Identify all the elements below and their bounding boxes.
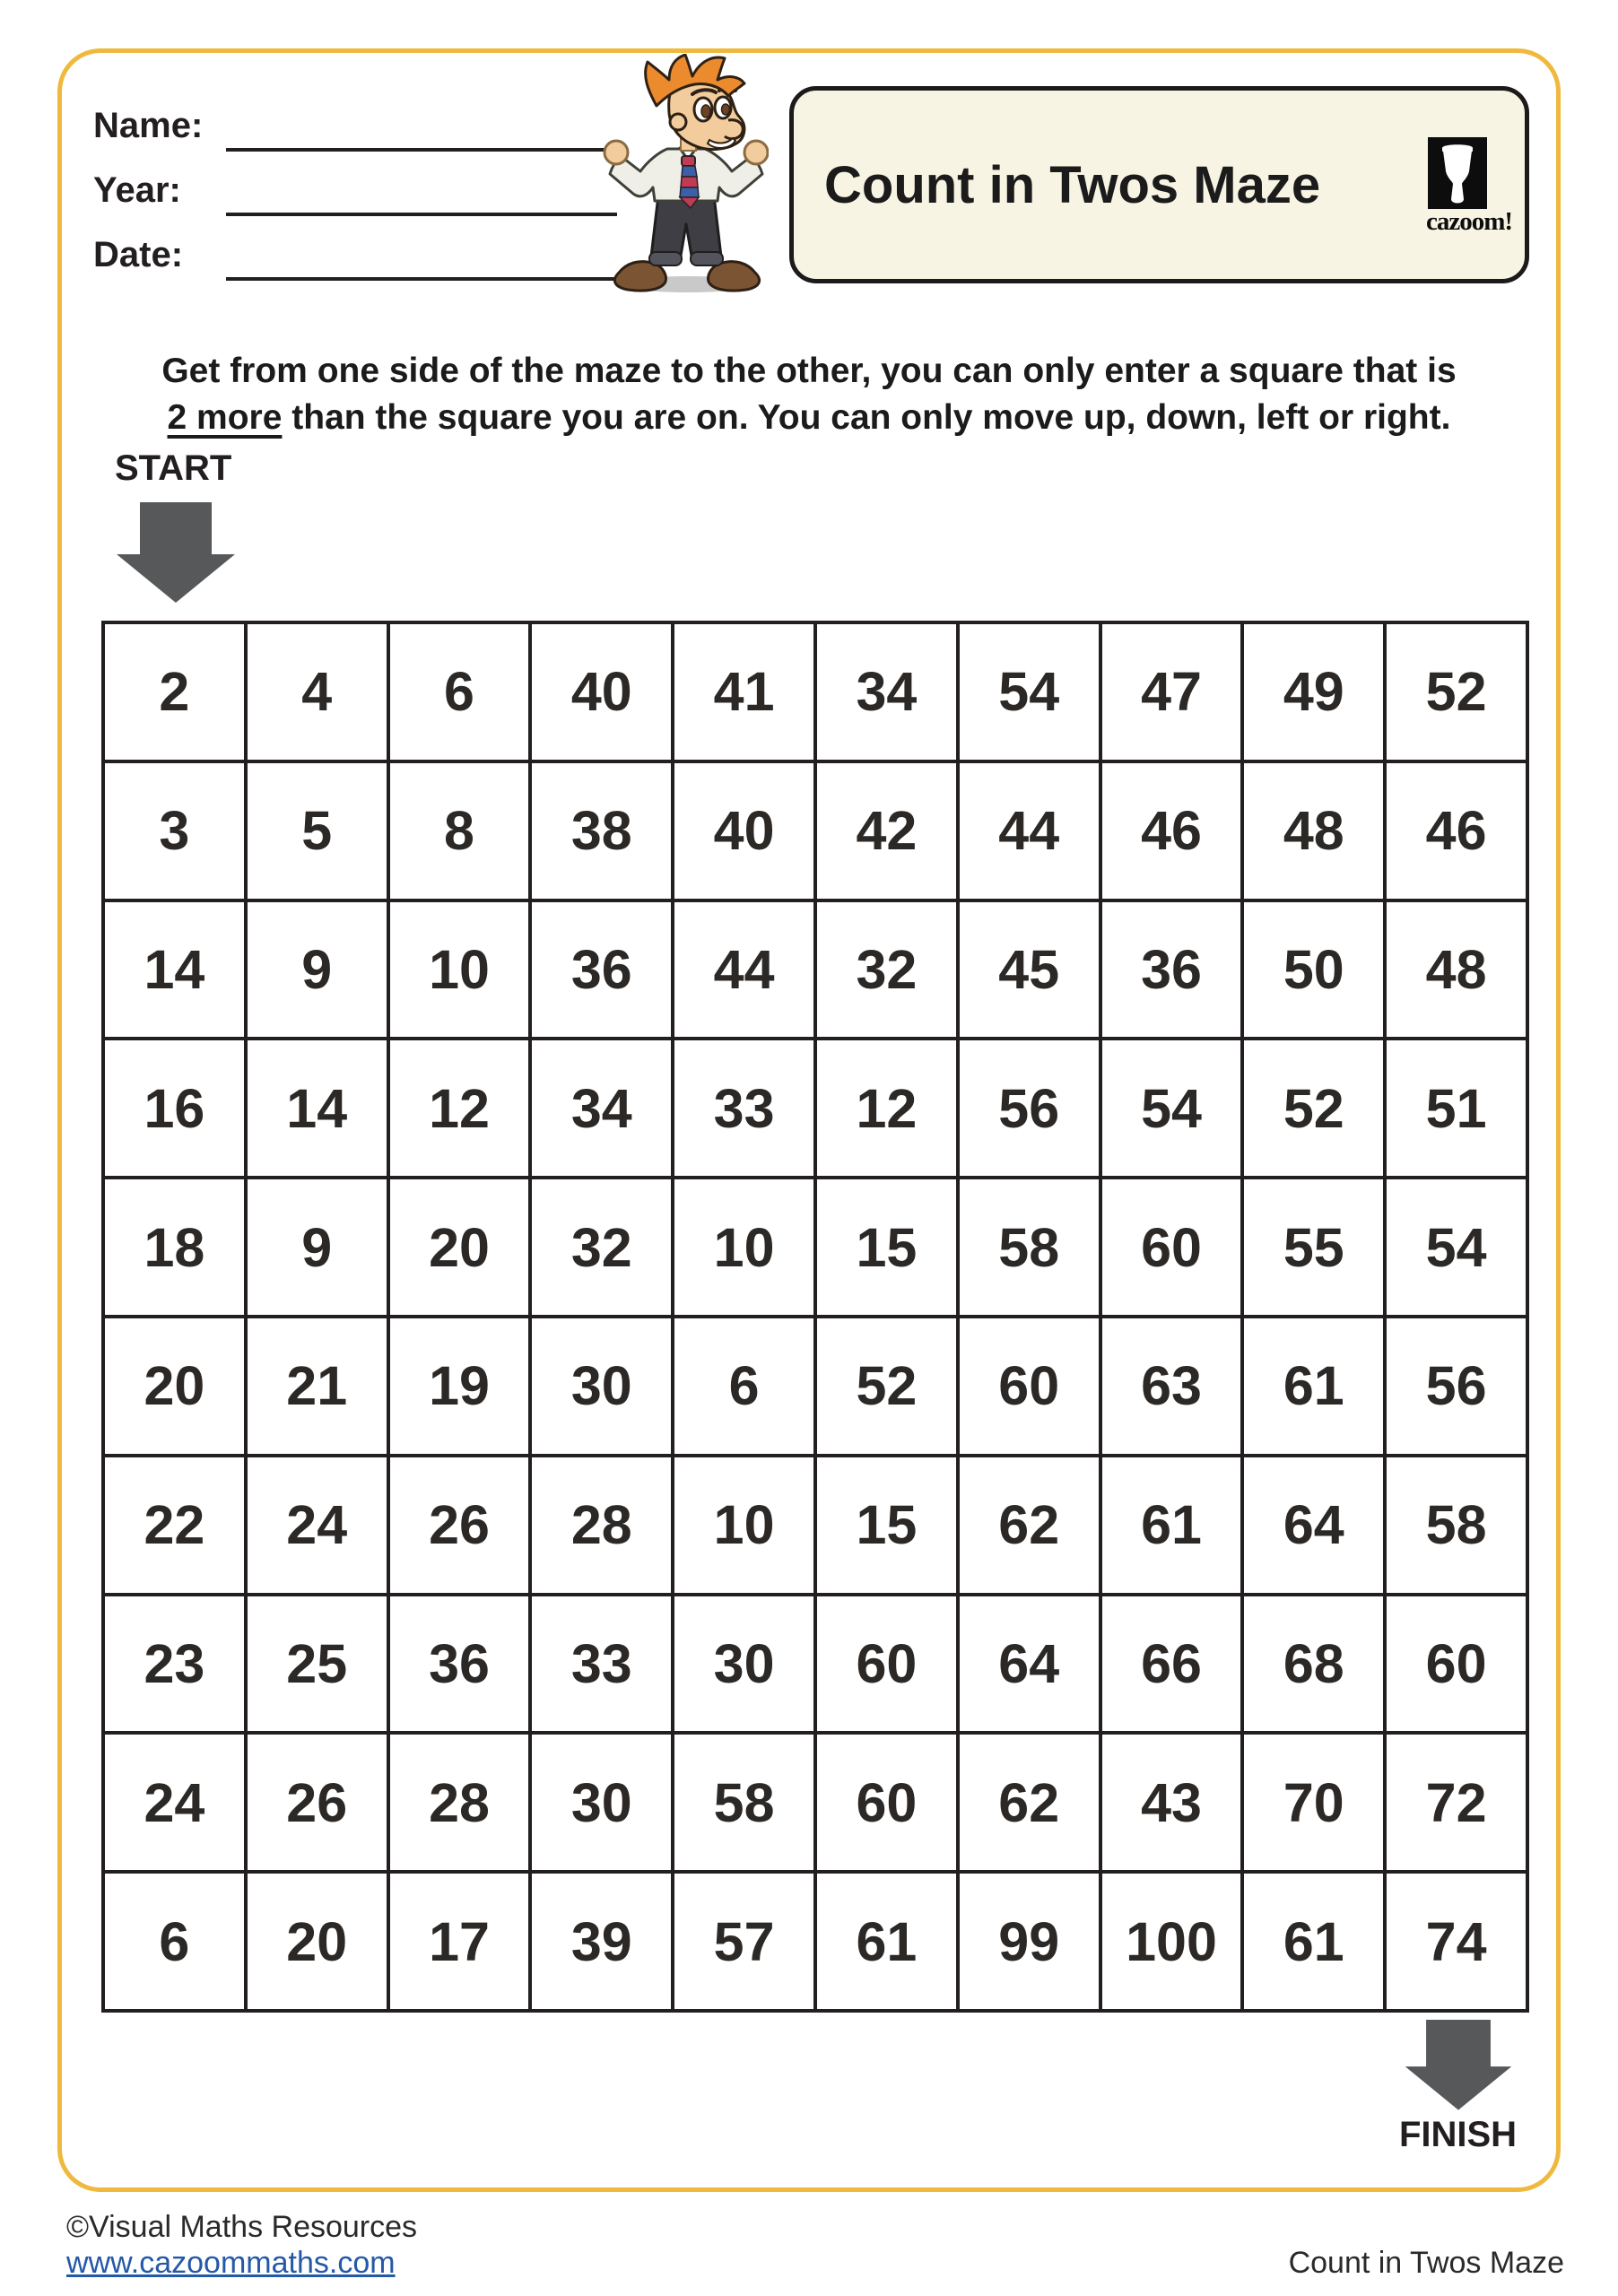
maze-cell-r9c8: 43 [1100,1733,1243,1872]
maze-cell-r8c7: 64 [958,1595,1100,1734]
maze-cell-r2c4: 38 [530,761,673,900]
maze-cell-r5c6: 15 [815,1178,958,1317]
maze-cell-r3c7: 45 [958,900,1100,1039]
maze-cell-r2c6: 42 [815,761,958,900]
maze-cell-r8c6: 60 [815,1595,958,1734]
maze-cell-r2c7: 44 [958,761,1100,900]
maze-cell-r6c6: 52 [815,1317,958,1456]
start-label: START [115,448,232,488]
year-line[interactable] [226,213,617,216]
finish-label: FINISH [1398,2115,1518,2154]
maze-cell-r8c1: 23 [103,1595,246,1734]
maze-cell-r8c5: 30 [673,1595,815,1734]
instructions-emphasis: 2 more [167,398,283,437]
maze-cell-r9c10: 72 [1385,1733,1527,1872]
maze-cell-r3c3: 10 [388,900,531,1039]
maze-cell-r2c1: 3 [103,761,246,900]
maze-cell-r6c10: 56 [1385,1317,1527,1456]
maze-cell-r10c3: 17 [388,1872,531,2011]
maze-cell-r1c7: 54 [958,622,1100,761]
maze-cell-r5c1: 18 [103,1178,246,1317]
maze-cell-r9c6: 60 [815,1733,958,1872]
maze-cell-r5c4: 32 [530,1178,673,1317]
maze-cell-r4c3: 12 [388,1039,531,1178]
maze-cell-r10c7: 99 [958,1872,1100,2011]
maze-cell-r3c5: 44 [673,900,815,1039]
maze-cell-r8c10: 60 [1385,1595,1527,1734]
maze-cell-r2c10: 46 [1385,761,1527,900]
maze-cell-r7c3: 26 [388,1456,531,1595]
maze-cell-r10c2: 20 [246,1872,388,2011]
maze-cell-r8c2: 25 [246,1595,388,1734]
maze-cell-r6c4: 30 [530,1317,673,1456]
maze-cell-r7c10: 58 [1385,1456,1527,1595]
maze-cell-r3c4: 36 [530,900,673,1039]
instructions-line1: Get from one side of the maze to the other, you can only enter a square that is [161,352,1457,390]
cazoom-logo-text: cazoom! [1426,207,1513,236]
maze-cell-r7c9: 64 [1242,1456,1385,1595]
maze-cell-r4c9: 52 [1242,1039,1385,1178]
date-line[interactable] [226,277,617,281]
footer-worksheet-title: Count in Twos Maze [1288,2246,1564,2280]
maze-cell-r1c4: 40 [530,622,673,761]
maze-cell-r8c9: 68 [1242,1595,1385,1734]
maze-grid [101,621,1529,2013]
maze-cell-r6c5: 6 [673,1317,815,1456]
maze-cell-r8c4: 33 [530,1595,673,1734]
maze-cell-r2c3: 8 [388,761,531,900]
maze-cell-r4c1: 16 [103,1039,246,1178]
maze-cell-r3c9: 50 [1242,900,1385,1039]
maze-cell-r6c7: 60 [958,1317,1100,1456]
name-label: Name: [93,106,204,145]
maze-cell-r2c5: 40 [673,761,815,900]
maze-cell-r6c9: 61 [1242,1317,1385,1456]
maze-cell-r1c8: 47 [1100,622,1243,761]
maze-cell-r7c8: 61 [1100,1456,1243,1595]
maze-cell-r1c2: 4 [246,622,388,761]
footer-website-link[interactable]: www.cazoommaths.com [66,2246,396,2280]
arrow-down-icon [1401,2020,1516,2115]
maze-cell-r1c10: 52 [1385,622,1527,761]
maze-cell-r5c9: 55 [1242,1178,1385,1317]
maze-cell-r9c4: 30 [530,1733,673,1872]
maze-cell-r8c3: 36 [388,1595,531,1734]
maze-cell-r2c8: 46 [1100,761,1243,900]
maze-cell-r1c9: 49 [1242,622,1385,761]
maze-cell-r10c4: 39 [530,1872,673,2011]
maze-cell-r9c3: 28 [388,1733,531,1872]
maze-cell-r2c2: 5 [246,761,388,900]
maze-cell-r3c2: 9 [246,900,388,1039]
instructions-line2: than the square you are on. You can only move up, down, left or right. [282,398,1451,437]
maze-cell-r9c5: 58 [673,1733,815,1872]
maze-cell-r5c5: 10 [673,1178,815,1317]
maze-cell-r4c6: 12 [815,1039,958,1178]
maze-cell-r4c7: 56 [958,1039,1100,1178]
page-title: Count in Twos Maze [824,155,1321,214]
maze-cell-r2c9: 48 [1242,761,1385,900]
maze-cell-r4c4: 34 [530,1039,673,1178]
maze-cell-r7c2: 24 [246,1456,388,1595]
maze-cell-r1c5: 41 [673,622,815,761]
name-line[interactable] [226,148,617,152]
maze-cell-r4c8: 54 [1100,1039,1243,1178]
maze-cell-r1c3: 6 [388,622,531,761]
maze-cell-r9c2: 26 [246,1733,388,1872]
maze-cell-r1c6: 34 [815,622,958,761]
maze-cell-r7c1: 22 [103,1456,246,1595]
finish-arrow [1401,2020,1516,2115]
year-label: Year: [93,170,181,210]
djembe-drum-icon [1428,137,1487,209]
maze-cell-r7c6: 15 [815,1456,958,1595]
maze-cell-r7c7: 62 [958,1456,1100,1595]
maze-cell-r9c7: 62 [958,1733,1100,1872]
maze-cell-r3c6: 32 [815,900,958,1039]
maze-cell-r4c5: 33 [673,1039,815,1178]
maze-cell-r10c10: 74 [1385,1872,1527,2011]
instructions-text [108,348,1510,441]
maze-cell-r8c8: 66 [1100,1595,1243,1734]
maze-cell-r3c8: 36 [1100,900,1243,1039]
maze-cell-r7c5: 10 [673,1456,815,1595]
maze-cell-r5c10: 54 [1385,1178,1527,1317]
cazoom-logo [1426,137,1513,237]
start-arrow [117,502,235,608]
maze-cell-r9c1: 24 [103,1733,246,1872]
maze-cell-r3c1: 14 [103,900,246,1039]
mascot-boy-icon [603,54,769,298]
maze-cell-r4c10: 51 [1385,1039,1527,1178]
title-box [789,86,1529,283]
maze-cell-r5c7: 58 [958,1178,1100,1317]
maze-cell-r6c2: 21 [246,1317,388,1456]
maze-cell-r10c6: 61 [815,1872,958,2011]
maze-cell-r10c8: 100 [1100,1872,1243,2011]
date-label: Date: [93,235,184,274]
maze-cell-r6c1: 20 [103,1317,246,1456]
maze-cell-r1c1: 2 [103,622,246,761]
footer-copyright: ©Visual Maths Resources [66,2210,418,2244]
maze-cell-r10c1: 6 [103,1872,246,2011]
maze-cell-r5c8: 60 [1100,1178,1243,1317]
maze-cell-r6c8: 63 [1100,1317,1243,1456]
maze-cell-r4c2: 14 [246,1039,388,1178]
maze-cell-r5c3: 20 [388,1178,531,1317]
maze-cell-r10c9: 61 [1242,1872,1385,2011]
maze-cell-r3c10: 48 [1385,900,1527,1039]
arrow-down-icon [117,502,235,608]
maze-cell-r5c2: 9 [246,1178,388,1317]
maze-cell-r7c4: 28 [530,1456,673,1595]
maze-cell-r6c3: 19 [388,1317,531,1456]
mascot-character-illustration [603,54,769,298]
maze-cell-r9c9: 70 [1242,1733,1385,1872]
maze-cell-r10c5: 57 [673,1872,815,2011]
